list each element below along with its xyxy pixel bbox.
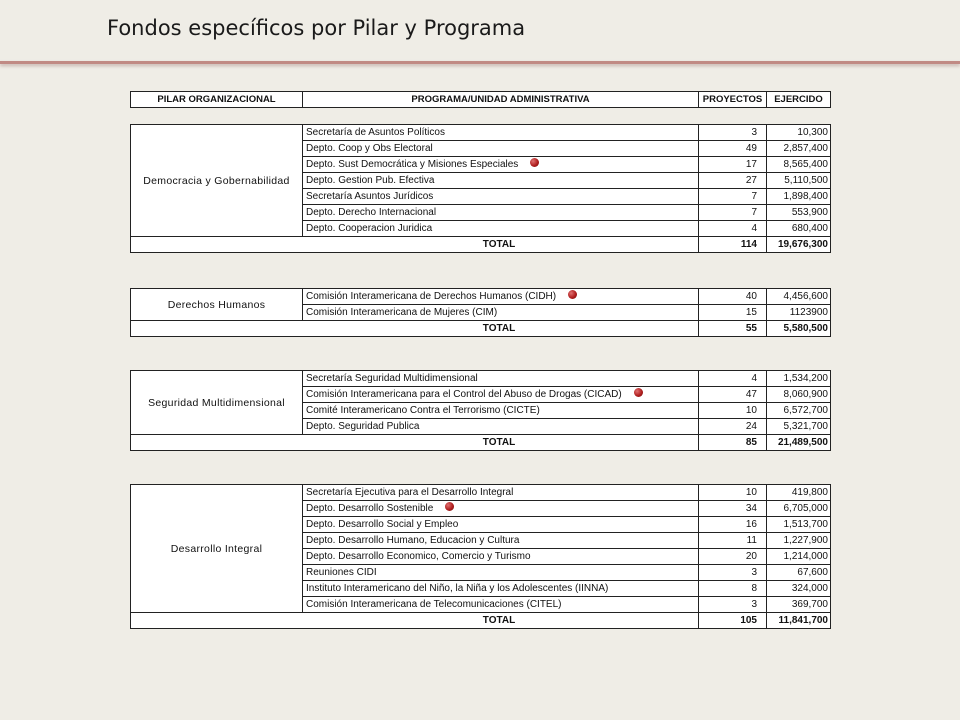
pillar-table — [130, 484, 831, 629]
column-header-row — [131, 92, 831, 108]
programa-cell — [303, 501, 699, 517]
programa-label: Depto. Desarrollo Sostenible — [306, 503, 434, 514]
ejercido-cell: 6,705,000 — [767, 501, 831, 517]
total-proyectos: 114 — [699, 237, 767, 253]
total-row — [131, 237, 831, 253]
total-row — [131, 321, 831, 337]
programa-label: Depto. Desarrollo Humano, Educacion y Cultura — [306, 535, 520, 546]
pilar-name: Seguridad Multidimensional — [131, 371, 303, 435]
ejercido-cell: 67,600 — [767, 565, 831, 581]
programa-label: Comisión Interamericana para el Control del Abuso de Drogas (CICAD) — [306, 389, 622, 400]
proyectos-cell: 11 — [699, 533, 767, 549]
programa-cell — [303, 485, 699, 501]
ejercido-cell: 324,000 — [767, 581, 831, 597]
ejercido-cell: 8,565,400 — [767, 157, 831, 173]
ejercido-cell: 6,572,700 — [767, 403, 831, 419]
programa-cell — [303, 205, 699, 221]
proyectos-cell: 17 — [699, 157, 767, 173]
proyectos-cell: 4 — [699, 221, 767, 237]
programa-label: Comisión Interamericana de Derechos Humanos (CIDH) — [306, 291, 557, 302]
programa-label: Comisión Interamericana de Mujeres (CIM) — [306, 307, 498, 318]
proyectos-cell: 49 — [699, 141, 767, 157]
programa-label: Secretaría Ejecutiva para el Desarrollo Integral — [306, 487, 514, 498]
programa-cell — [303, 419, 699, 435]
ejercido-cell: 1,227,900 — [767, 533, 831, 549]
total-label: TOTAL — [131, 237, 699, 253]
ejercido-cell: 1,898,400 — [767, 189, 831, 205]
programa-cell — [303, 289, 699, 305]
ejercido-cell: 8,060,900 — [767, 387, 831, 403]
table-row — [131, 289, 831, 305]
programa-label: Secretaría Seguridad Multidimensional — [306, 373, 478, 384]
proyectos-cell: 10 — [699, 403, 767, 419]
ejercido-cell: 10,300 — [767, 125, 831, 141]
total-row — [131, 435, 831, 451]
programa-label: Comisión Interamericana de Telecomunicaciones (CITEL) — [306, 599, 562, 610]
ejercido-cell: 419,800 — [767, 485, 831, 501]
programa-cell — [303, 305, 699, 321]
programa-cell — [303, 125, 699, 141]
programa-label: Comité Interamericano Contra el Terrorismo (CICTE) — [306, 405, 540, 416]
total-label: TOTAL — [131, 321, 699, 337]
programa-label: Depto. Derecho Internacional — [306, 207, 437, 218]
total-label: TOTAL — [131, 435, 699, 451]
pilar-name: Derechos Humanos — [131, 289, 303, 321]
programa-cell — [303, 581, 699, 597]
proyectos-cell: 47 — [699, 387, 767, 403]
programa-cell — [303, 371, 699, 387]
ejercido-cell: 5,321,700 — [767, 419, 831, 435]
ejercido-cell: 5,110,500 — [767, 173, 831, 189]
header-proyectos: PROYECTOS — [699, 92, 767, 108]
programa-label: Reuniones CIDI — [306, 567, 377, 578]
programa-cell — [303, 141, 699, 157]
programa-cell — [303, 387, 699, 403]
title-divider — [0, 61, 960, 64]
page-title: Fondos específicos por Pilar y Programa — [107, 16, 526, 40]
header-programa: PROGRAMA/UNIDAD ADMINISTRATIVA — [303, 92, 699, 108]
programa-cell — [303, 157, 699, 173]
table-row — [131, 371, 831, 387]
programa-cell — [303, 403, 699, 419]
programa-label: Depto. Seguridad Publica — [306, 421, 420, 432]
ejercido-cell: 1123900 — [767, 305, 831, 321]
red-marker-icon — [445, 502, 454, 511]
programa-label: Secretaría Asuntos Jurídicos — [306, 191, 434, 202]
proyectos-cell: 7 — [699, 189, 767, 205]
total-label: TOTAL — [131, 613, 699, 629]
header-ejercido: EJERCIDO — [767, 92, 831, 108]
programa-cell — [303, 221, 699, 237]
proyectos-cell: 10 — [699, 485, 767, 501]
programa-cell — [303, 189, 699, 205]
proyectos-cell: 16 — [699, 517, 767, 533]
programa-label: Depto. Coop y Obs Electoral — [306, 143, 433, 154]
proyectos-cell: 24 — [699, 419, 767, 435]
programa-label: Instituto Interamericano del Niño, la Niña y los Adolescentes (IINNA) — [306, 583, 609, 594]
red-marker-icon — [530, 158, 539, 167]
proyectos-cell: 3 — [699, 125, 767, 141]
programa-label: Depto. Sust Democrática y Misiones Especiales — [306, 159, 519, 170]
red-marker-icon — [634, 388, 643, 397]
ejercido-cell: 1,534,200 — [767, 371, 831, 387]
total-ejercido: 11,841,700 — [767, 613, 831, 629]
total-proyectos: 55 — [699, 321, 767, 337]
total-proyectos: 85 — [699, 435, 767, 451]
pilar-name: Democracia y Gobernabilidad — [131, 125, 303, 237]
pillar-table — [130, 370, 831, 451]
programa-cell — [303, 173, 699, 189]
ejercido-cell: 680,400 — [767, 221, 831, 237]
programa-label: Depto. Gestion Pub. Efectiva — [306, 175, 435, 186]
pillar-table — [130, 288, 831, 337]
programa-cell — [303, 533, 699, 549]
proyectos-cell: 27 — [699, 173, 767, 189]
proyectos-cell: 4 — [699, 371, 767, 387]
total-row — [131, 613, 831, 629]
total-ejercido: 19,676,300 — [767, 237, 831, 253]
proyectos-cell: 34 — [699, 501, 767, 517]
programa-cell — [303, 517, 699, 533]
ejercido-cell: 1,214,000 — [767, 549, 831, 565]
table-row — [131, 485, 831, 501]
programa-label: Depto. Cooperacion Juridica — [306, 223, 433, 234]
total-proyectos: 105 — [699, 613, 767, 629]
table-row — [131, 125, 831, 141]
proyectos-cell: 3 — [699, 565, 767, 581]
total-ejercido: 21,489,500 — [767, 435, 831, 451]
programa-label: Depto. Desarrollo Economico, Comercio y Turismo — [306, 551, 531, 562]
ejercido-cell: 2,857,400 — [767, 141, 831, 157]
programa-label: Depto. Desarrollo Social y Empleo — [306, 519, 459, 530]
ejercido-cell: 553,900 — [767, 205, 831, 221]
proyectos-cell: 8 — [699, 581, 767, 597]
programa-cell — [303, 549, 699, 565]
proyectos-cell: 15 — [699, 305, 767, 321]
pillar-table — [130, 124, 831, 253]
proyectos-cell: 20 — [699, 549, 767, 565]
programa-cell — [303, 597, 699, 613]
red-marker-icon — [568, 290, 577, 299]
programa-label: Secretaría de Asuntos Políticos — [306, 127, 445, 138]
total-ejercido: 5,580,500 — [767, 321, 831, 337]
proyectos-cell: 7 — [699, 205, 767, 221]
ejercido-cell: 1,513,700 — [767, 517, 831, 533]
ejercido-cell: 4,456,600 — [767, 289, 831, 305]
programa-cell — [303, 565, 699, 581]
ejercido-cell: 369,700 — [767, 597, 831, 613]
header-pilar: PILAR ORGANIZACIONAL — [131, 92, 303, 108]
proyectos-cell: 3 — [699, 597, 767, 613]
column-header-table — [130, 91, 831, 108]
proyectos-cell: 40 — [699, 289, 767, 305]
pilar-name: Desarrollo Integral — [131, 485, 303, 613]
